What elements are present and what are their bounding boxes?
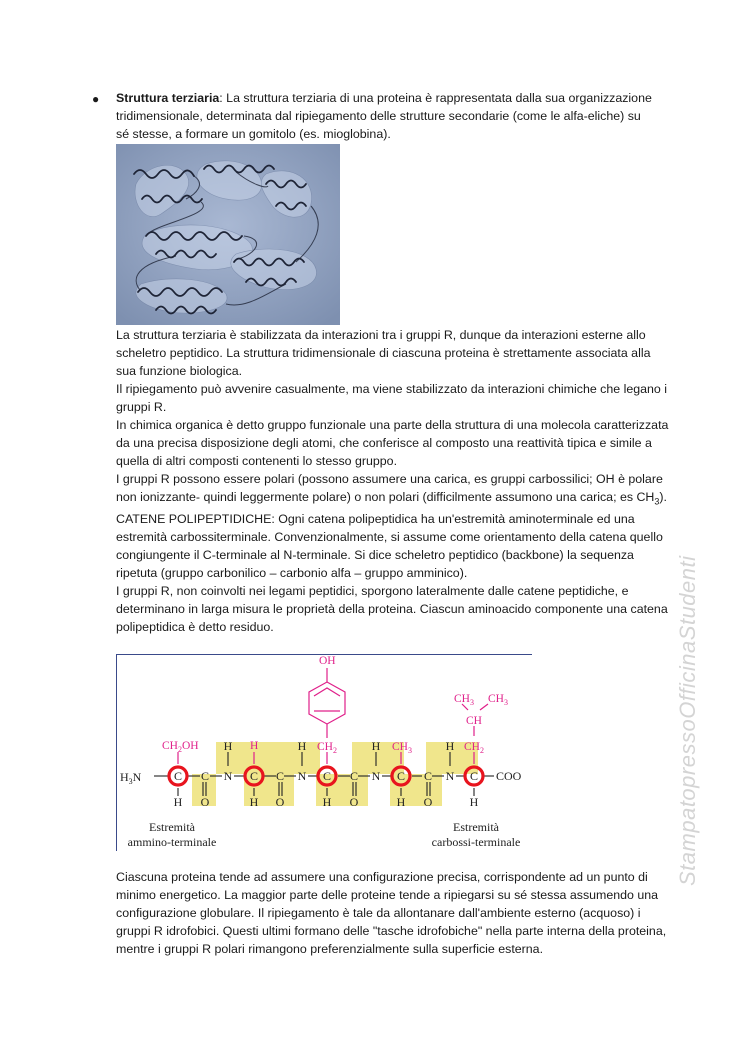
polar-text-sub: 3 — [654, 496, 660, 507]
tyrosine-oh: OH — [319, 655, 336, 667]
paragraph-stabilization: La struttura terziaria è stabilizzata da interazioni tra i gruppi R, dunque da interazioni esterne allo scheletro peptidico. La struttura tridimensionale di ciascuna proteina è strettamente associata alla sua funzione biologica. — [116, 328, 651, 378]
tyrosine-ring — [309, 668, 345, 738]
polypeptide-chain-diagram — [116, 654, 536, 851]
paragraph-r-groups: I gruppi R, non coinvolti nei legami peptidici, sporgono lateralmente dalle catene peptidiche, e determinano in larga misura le proprietà della proteina. Ciascun aminoacido componente una catena polipeptidica è detto residuo. — [116, 584, 668, 635]
svg-text:N: N — [445, 769, 455, 783]
carboxy-terminus-label: COO — [496, 769, 522, 783]
bullet-dot: ● — [92, 92, 100, 106]
svg-text:C: C — [396, 769, 406, 783]
svg-text:C: C — [469, 769, 479, 783]
valine-ch3-right: $CH_3$ — [488, 693, 508, 707]
alanine-ch3: $CH_3$ — [392, 741, 412, 755]
polar-text-before: I gruppi R possono essere polari (possono assumere una carica, es gruppi carbossilici; OH è polare non ionizzante- quindi leggermente polare) o non polari (difficilmente assumono una carica; es CH — [116, 472, 663, 504]
carboxy-terminal-caption-1: Estremità — [453, 820, 499, 834]
glycine-h: H — [250, 740, 259, 752]
svg-text:H: H — [173, 795, 183, 809]
tyrosine-ch2: $CH_2$ — [317, 741, 337, 755]
svg-text:O: O — [275, 795, 285, 809]
valine-ch: CH — [466, 715, 482, 727]
paragraph-polar-groups — [116, 470, 672, 510]
svg-text:O: O — [423, 795, 433, 809]
svg-text:H: H — [322, 795, 332, 809]
svg-text:O: O — [200, 795, 210, 809]
section-title: Struttura terziaria — [116, 91, 220, 105]
svg-text:O: O — [349, 795, 359, 809]
amino-terminal-caption-2: ammino-terminale — [127, 835, 217, 849]
paragraph-folding: Il ripiegamento può avvenire casualmente, ma viene stabilizzato da interazioni chimiche che legano i gruppi R. — [116, 382, 668, 414]
valine-ch2: $CH_2$ — [464, 741, 484, 755]
svg-text:C: C — [322, 769, 332, 783]
svg-text:N: N — [371, 769, 381, 783]
svg-text:C: C — [275, 769, 285, 783]
amino-terminal-caption-1: Estremità — [149, 820, 195, 834]
svg-text:H: H — [396, 795, 406, 809]
polar-text-after: ). — [659, 490, 667, 504]
svg-text:C: C — [349, 769, 359, 783]
svg-text:C: C — [200, 769, 210, 783]
valine-ch3-left: $CH_3$ — [454, 693, 474, 707]
svg-text:N: N — [223, 769, 233, 783]
myoglobin-illustration — [116, 144, 340, 325]
svg-text:H: H — [445, 739, 455, 753]
carboxy-terminal-caption-2: carbossi-terminale — [431, 835, 521, 849]
amino-terminus-label: $H_3N$ — [120, 770, 142, 786]
serine-side-chain: $CH_2OH$ — [162, 740, 199, 754]
paragraph-functional-group: In chimica organica è detto gruppo funzionale una parte della struttura di una molecola caratterizzata da una precisa disposizione degli atomi, che conferisce al composto una reattività tipica e simile a quella di altri composti contenenti lo stesso gruppo. — [116, 418, 669, 468]
svg-text:C: C — [249, 769, 259, 783]
intro-paragraph — [116, 89, 652, 143]
polypeptide-chain-figure — [116, 654, 536, 851]
svg-text:H: H — [371, 739, 381, 753]
svg-text:H: H — [297, 739, 307, 753]
svg-text:H: H — [469, 795, 479, 809]
intro-text: : La struttura terziaria di una proteina è rappresentata dalla sua organizzazione tridimensionale, determinata dal ripiegamento delle strutture secondarie (come le alfa-eliche) su sé stesse, a formare un gomitolo (es. mioglobina). — [116, 91, 652, 141]
svg-text:C: C — [173, 769, 183, 783]
svg-text:H: H — [223, 739, 233, 753]
svg-text:N: N — [297, 769, 307, 783]
svg-text:C: C — [423, 769, 433, 783]
body-text — [116, 326, 672, 636]
myoglobin-image — [116, 144, 340, 325]
paragraph-polypeptide-chains: CATENE POLIPEPTIDICHE: Ogni catena polipeptidica ha un'estremità aminoterminale ed una estremità carbossiterminale. Convenzionalmente, si assume come orientamento della catena quello congiungente il C-terminale al N-terminale. Si dice scheletro peptidico (backbone) la sequenza ripetuta (gruppo carbonilico – carbonio alfa – gruppo amminico). — [116, 512, 663, 581]
watermark: StampatopressoOfficinaStudenti — [675, 555, 700, 886]
svg-text:H: H — [249, 795, 259, 809]
closing-paragraph: Ciascuna proteina tende ad assumere una configurazione precisa, corrispondente ad un punto di minimo energetico. La maggior parte delle proteine tende a ripiegarsi su sé stessa assumendo una configurazione globulare. Il ripiegamento è tale da allontanare dall'ambiente esterno (acquoso) i gruppi R idrofobici. Questi ultimi formano delle "tasche idrofobiche" nella parte interna della proteina, mentre i gruppi R polari rimangono preferenzialmente sulla superficie esterna. — [116, 870, 667, 956]
